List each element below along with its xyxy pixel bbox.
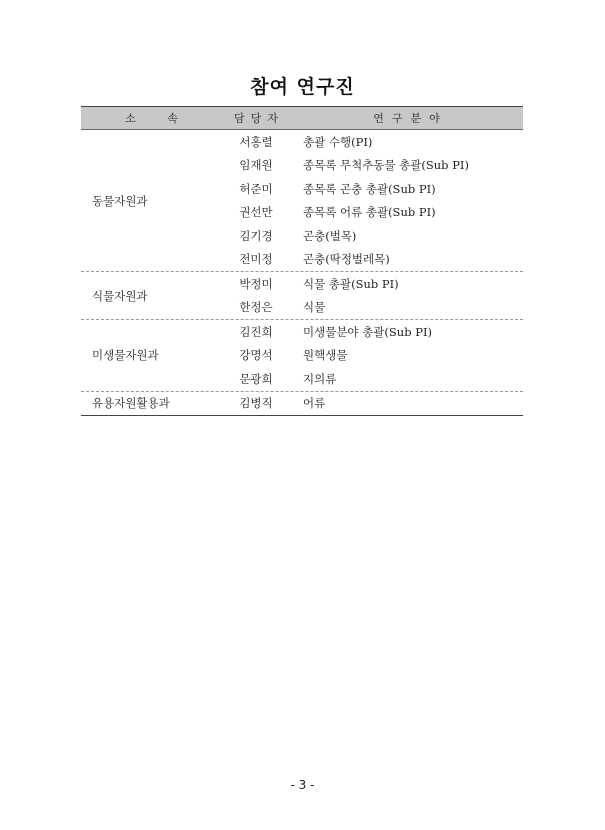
research-field: 총괄 수행(PI) — [303, 134, 373, 149]
member-rows — [222, 272, 523, 319]
researcher-name: 허준미 — [239, 181, 273, 196]
table-row — [222, 248, 523, 272]
research-field: 어류 — [303, 396, 326, 411]
researcher-name: 권선만 — [239, 205, 273, 220]
table-header — [81, 106, 523, 130]
member-rows — [222, 320, 523, 391]
research-field: 종목록 어류 총괄(Sub PI) — [303, 205, 436, 220]
researcher-name: 강명석 — [239, 348, 273, 363]
member-rows — [222, 392, 523, 416]
research-team-table — [81, 106, 523, 416]
table-row — [222, 224, 523, 248]
researcher-name: 김진희 — [239, 324, 273, 339]
department-name: 동물자원과 — [92, 193, 148, 208]
page-title: 참여 연구진 — [250, 76, 355, 98]
department-group — [81, 392, 523, 417]
table-body — [81, 130, 523, 416]
department-name: 유용자원활용과 — [92, 396, 170, 411]
table-row — [222, 201, 523, 225]
research-field: 식물 총괄(Sub PI) — [303, 276, 399, 291]
table-row — [222, 130, 523, 154]
table-row — [222, 367, 523, 391]
research-field: 종목록 곤충 총괄(Sub PI) — [303, 181, 436, 196]
research-field: 지의류 — [303, 371, 337, 386]
department-name: 미생물자원과 — [92, 348, 159, 363]
header-person: 담당자 — [234, 112, 284, 125]
researcher-name: 김기경 — [239, 228, 273, 243]
research-field: 곤충(딱정벌레목) — [303, 252, 390, 267]
research-field: 곤충(벌목) — [303, 228, 357, 243]
researcher-name: 서홍렬 — [239, 134, 273, 149]
research-field: 종목록 무척추동물 총괄(Sub PI) — [303, 158, 469, 173]
department-group — [81, 130, 523, 272]
table-row — [222, 392, 523, 416]
researcher-name: 문광희 — [239, 371, 273, 386]
table-row — [222, 296, 523, 320]
table-row — [222, 177, 523, 201]
researcher-name: 임재원 — [239, 158, 273, 173]
researcher-name: 전미정 — [239, 252, 273, 267]
page-number: - 3 - — [290, 778, 315, 792]
table-row — [222, 344, 523, 368]
department-group — [81, 320, 523, 392]
research-field: 식물 — [303, 300, 326, 315]
department-group — [81, 272, 523, 320]
researcher-name: 박정미 — [239, 276, 273, 291]
research-field: 원핵생물 — [303, 348, 348, 363]
table-row — [222, 272, 523, 296]
header-field: 연구분야 — [373, 112, 448, 125]
department-name: 식물자원과 — [92, 288, 148, 303]
researcher-name: 김병직 — [239, 396, 273, 411]
header-dept: 소 속 — [125, 112, 192, 125]
member-rows — [222, 130, 523, 271]
research-field: 미생물분야 총괄(Sub PI) — [303, 324, 432, 339]
table-row — [222, 154, 523, 178]
researcher-name: 한정은 — [239, 300, 273, 315]
table-row — [222, 320, 523, 344]
